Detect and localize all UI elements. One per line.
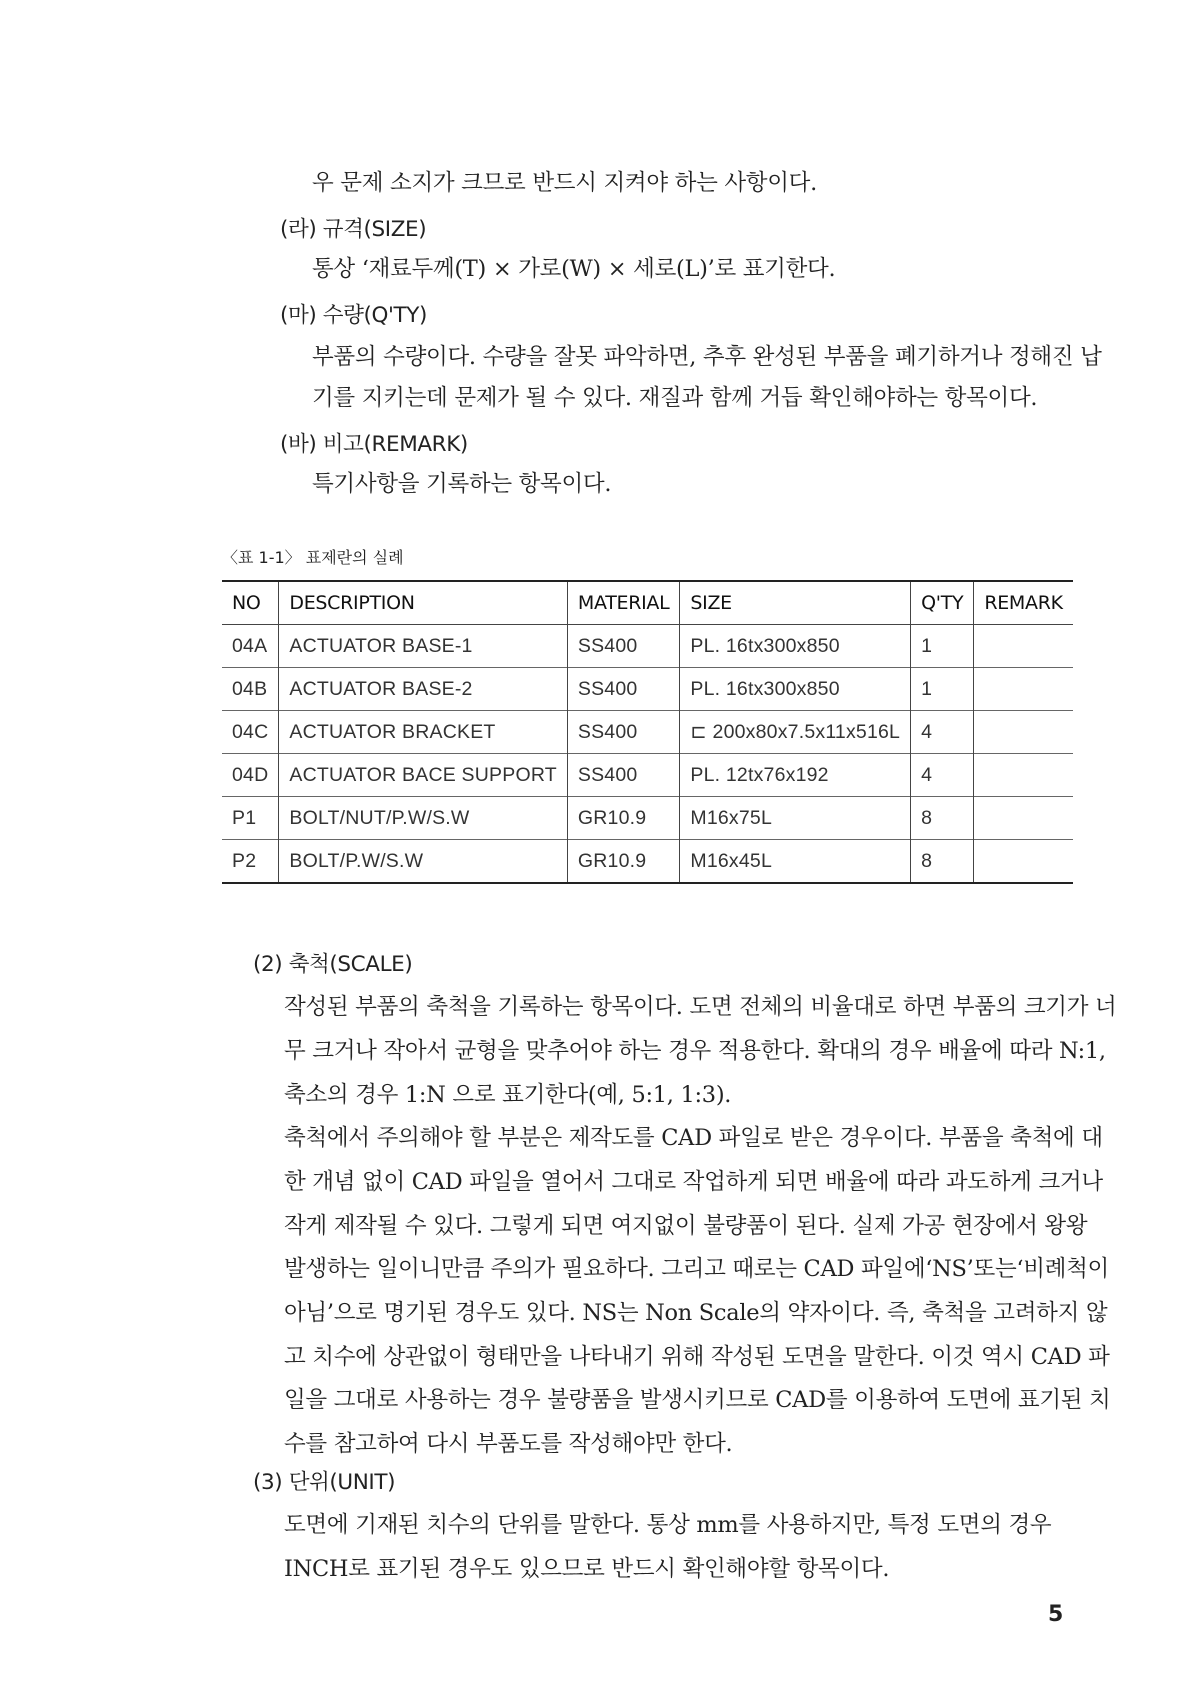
body-text-line: 기를 지키는데 문제가 될 수 있다. 재질과 함께 거듭 확인해야하는 항목이다. [312,385,1038,411]
cell-description: ACTUATOR BACE SUPPORT [279,754,568,797]
header-remark: REMARK [974,581,1073,625]
cell-qty: 1 [911,625,974,668]
cell-qty: 4 [911,711,974,754]
body-text-line: 도면에 기재된 치수의 단위를 말한다. 통상 mm를 사용하지만, 특정 도면의 경우 [284,1512,1052,1538]
body-text-line: 통상 ‘재료두께(T) × 가로(W) × 세로(L)’로 표기한다. [312,256,836,282]
header-qty: Q'TY [911,581,974,625]
cell-no: P2 [222,840,279,884]
body-text-line: 수를 참고하여 다시 부품도를 작성해야만 한다. [284,1431,733,1457]
table-row [222,797,1073,840]
cell-description: BOLT/NUT/P.W/S.W [279,797,568,840]
body-text-line: 아님’으로 명기된 경우도 있다. NS는 Non Scale의 약자이다. 즉, 축척을 고려하지 않 [284,1300,1108,1326]
table-row [222,625,1073,668]
body-text-line: 작성된 부품의 축척을 기록하는 항목이다. 도면 전체의 비율대로 하면 부품의 크기가 너 [284,994,1117,1020]
cell-no: 04A [222,625,279,668]
cell-description: ACTUATOR BASE-1 [279,625,568,668]
cell-material: SS400 [567,668,680,711]
section-heading-remark: (바) 비고(REMARK) [280,432,468,457]
table-row [222,711,1073,754]
cell-size: PL. 12tx76x192 [680,754,911,797]
cell-remark [974,797,1073,840]
cell-description: ACTUATOR BRACKET [279,711,568,754]
cell-description: ACTUATOR BASE-2 [279,668,568,711]
cell-no: 04C [222,711,279,754]
section-heading-qty: (마) 수량(Q'TY) [280,303,427,328]
section-heading-scale: (2) 축척(SCALE) [253,952,413,977]
table-caption: 〈표 1-1〉 표제란의 실례 [222,548,404,567]
cell-qty: 4 [911,754,974,797]
cell-size: PL. 16tx300x850 [680,668,911,711]
cell-material: GR10.9 [567,797,680,840]
body-text-line: 우 문제 소지가 크므로 반드시 지켜야 하는 사항이다. [312,170,817,196]
header-description: DESCRIPTION [279,581,568,625]
cell-size: M16x75L [680,797,911,840]
body-text-line: 일을 그대로 사용하는 경우 불량품을 발생시키므로 CAD를 이용하여 도면에 표기된 치 [284,1387,1111,1413]
table-row [222,840,1073,884]
cell-qty: 1 [911,668,974,711]
page-number: 5 [1048,1602,1064,1627]
table-row [222,754,1073,797]
cell-material: SS400 [567,625,680,668]
cell-qty: 8 [911,797,974,840]
body-text-line: 특기사항을 기록하는 항목이다. [312,471,612,497]
cell-no: 04D [222,754,279,797]
body-text-line: 한 개념 없이 CAD 파일을 열어서 그대로 작업하게 되면 배율에 따라 과도하게 크거나 [284,1169,1103,1195]
section-heading-size: (라) 규격(SIZE) [280,217,427,242]
table-header-row [222,581,1073,625]
body-text-line: 작게 제작될 수 있다. 그렇게 되면 여지없이 불량품이 된다. 실제 가공 현장에서 왕왕 [284,1213,1088,1239]
body-text-line: 고 치수에 상관없이 형태만을 나타내기 위해 작성된 도면을 말한다. 이것 역시 CAD 파 [284,1344,1110,1370]
cell-material: GR10.9 [567,840,680,884]
cell-size: M16x45L [680,840,911,884]
title-block-table [222,580,1073,884]
header-material: MATERIAL [567,581,680,625]
header-size: SIZE [680,581,911,625]
cell-material: SS400 [567,754,680,797]
cell-qty: 8 [911,840,974,884]
cell-size: PL. 16tx300x850 [680,625,911,668]
body-text-line: INCH로 표기된 경우도 있으므로 반드시 확인해야할 항목이다. [284,1556,890,1582]
body-text-line: 무 크거나 작아서 균형을 맞추어야 하는 경우 적용한다. 확대의 경우 배율에 따라 N:1, [284,1038,1106,1064]
cell-description: BOLT/P.W/S.W [279,840,568,884]
cell-size: ⊏ 200x80x7.5x11x516L [680,711,911,754]
body-text-line: 축척에서 주의해야 할 부분은 제작도를 CAD 파일로 받은 경우이다. 부품을 축척에 대 [284,1125,1103,1151]
body-text-line: 부품의 수량이다. 수량을 잘못 파악하면, 추후 완성된 부품을 폐기하거나 정해진 납 [312,344,1102,370]
body-text-line: 발생하는 일이니만큼 주의가 필요하다. 그리고 때로는 CAD 파일에‘NS’또는‘비례척이 [284,1256,1109,1282]
body-text-line: 축소의 경우 1:N 으로 표기한다(예, 5:1, 1:3). [284,1082,732,1108]
cell-remark [974,840,1073,884]
cell-material: SS400 [567,711,680,754]
cell-no: 04B [222,668,279,711]
table-row [222,668,1073,711]
cell-no: P1 [222,797,279,840]
cell-remark [974,711,1073,754]
cell-remark [974,668,1073,711]
cell-remark [974,625,1073,668]
section-heading-unit: (3) 단위(UNIT) [253,1470,396,1495]
header-no: NO [222,581,279,625]
cell-remark [974,754,1073,797]
